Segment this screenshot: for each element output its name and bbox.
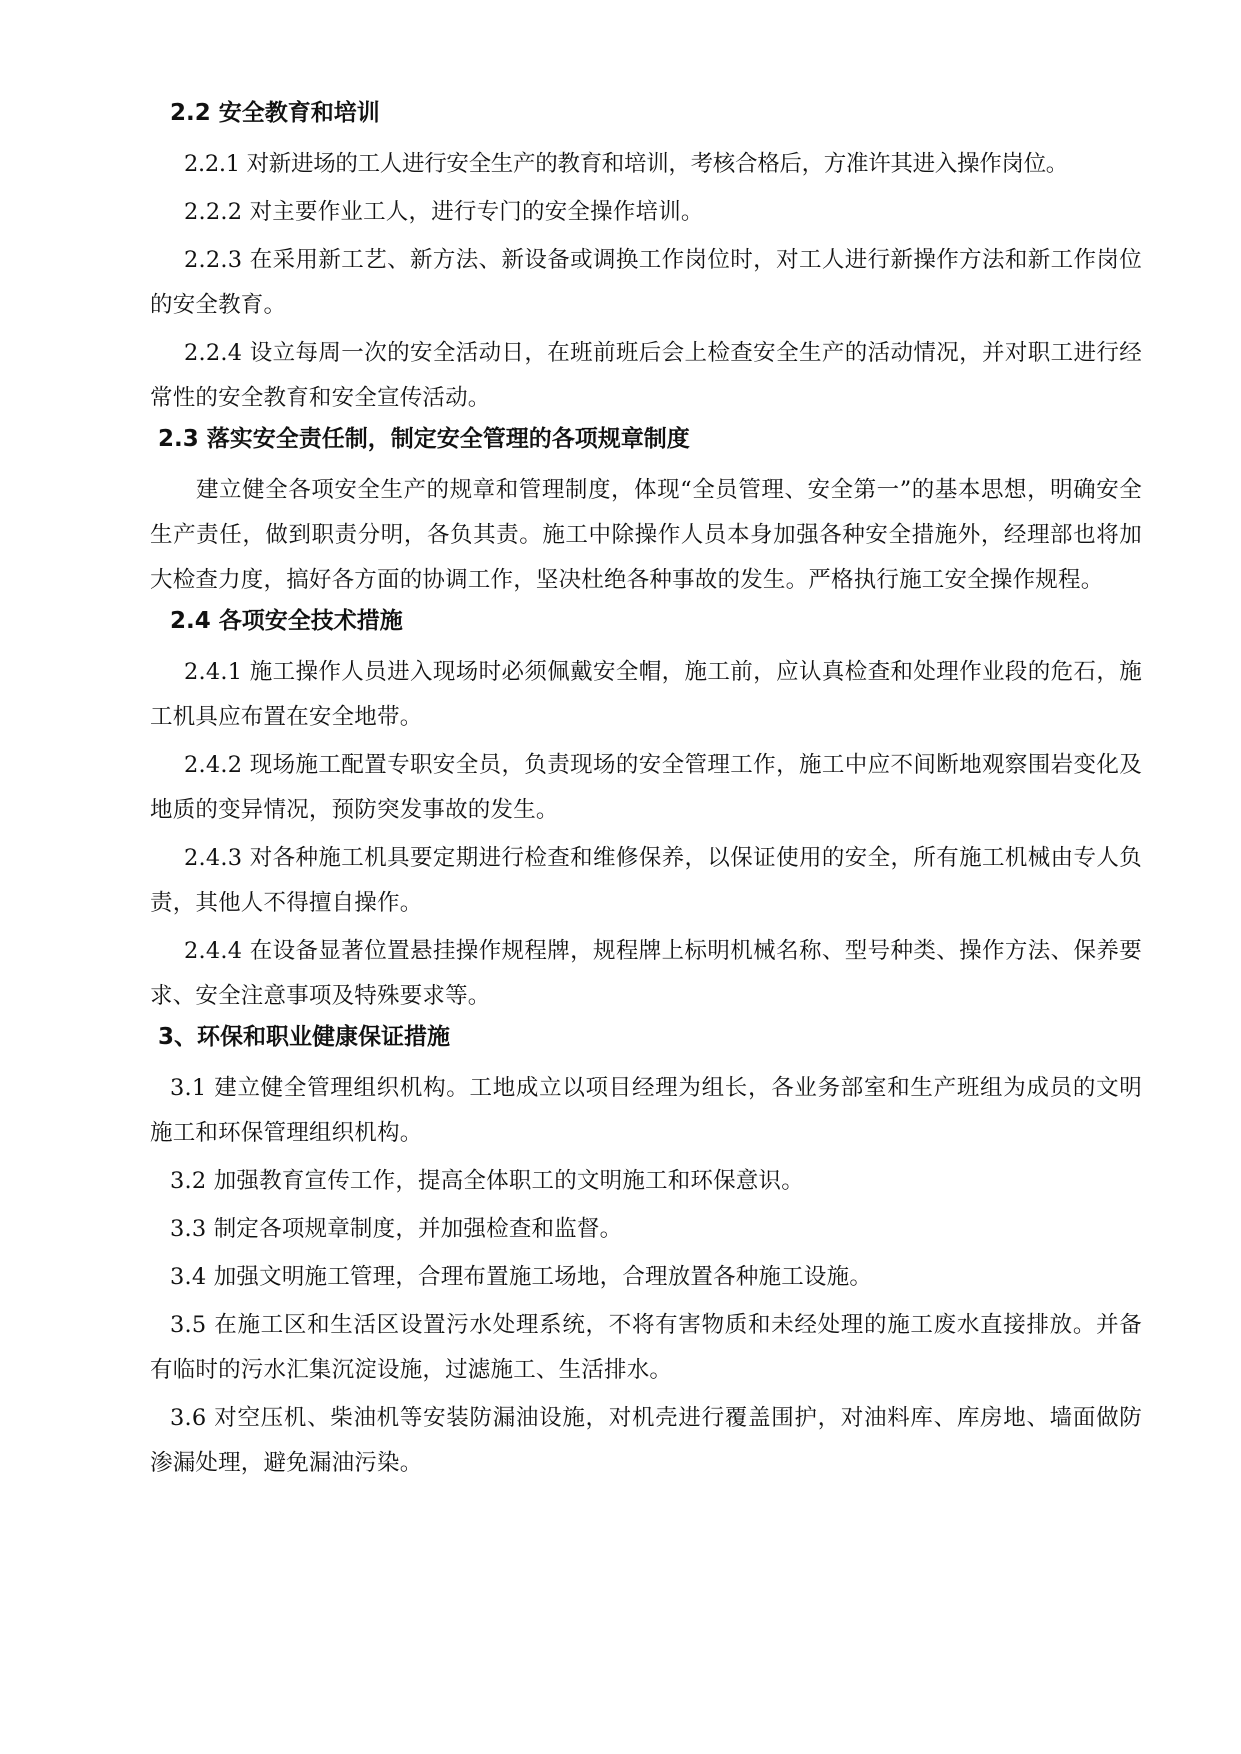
paragraph-2-2-3: 2.2.3 在采用新工艺、新方法、新设备或调换工作岗位时，对工人进行新操作方法和新工作岗位的安全教育。 (150, 247, 1142, 318)
paragraph-2-2-4: 2.2.4 设立每周一次的安全活动日，在班前班后会上检查安全生产的活动情况，并对职工进行经常性的安全教育和安全宣传活动。 (150, 340, 1142, 411)
paragraph-3-5: 3.5 在施工区和生活区设置污水处理系统，不将有害物质和未经处理的施工废水直接排放。并备有临时的污水汇集沉淀设施，过滤施工、生活排水。 (150, 1312, 1142, 1383)
paragraph-2-2-2: 2.2.2 对主要作业工人，进行专门的安全操作培训。 (184, 199, 704, 225)
heading-3: 3、环保和职业健康保证措施 (158, 1024, 451, 1050)
paragraph-2-4-4: 2.4.4 在设备显著位置悬挂操作规程牌，规程牌上标明机械名称、型号种类、操作方法、保养要求、安全注意事项及特殊要求等。 (150, 938, 1142, 1009)
heading-2-2: 2.2 安全教育和培训 (170, 100, 380, 126)
paragraph-3-1: 3.1 建立健全管理组织机构。工地成立以项目经理为组长，各业务部室和生产班组为成员的文明施工和环保管理组织机构。 (150, 1075, 1142, 1146)
paragraph-3-6: 3.6 对空压机、柴油机等安装防漏油设施，对机壳进行覆盖围护，对油料库、库房地、墙面做防渗漏处理，避免漏油污染。 (150, 1405, 1142, 1476)
document-body (150, 98, 1142, 1489)
paragraph-2-4-3: 2.4.3 对各种施工机具要定期进行检查和维修保养，以保证使用的安全，所有施工机械由专人负责，其他人不得擅自操作。 (150, 845, 1142, 916)
paragraph-2-3: 建立健全各项安全生产的规章和管理制度，体现“全员管理、安全第一”的基本思想，明确安全生产责任，做到职责分明，各负其责。施工中除操作人员本身加强各种安全措施外，经理部也将加大检查力度，搞好各方面的协调工作，坚决杜绝各种事故的发生。严格执行施工安全操作规程。 (150, 477, 1142, 593)
paragraph-3-4: 3.4 加强文明施工管理，合理布置施工场地，合理放置各种施工设施。 (170, 1264, 873, 1290)
heading-2-3: 2.3 落实安全责任制，制定安全管理的各项规章制度 (158, 426, 690, 452)
heading-2-4: 2.4 各项安全技术措施 (170, 608, 403, 634)
paragraph-3-2: 3.2 加强教育宣传工作，提高全体职工的文明施工和环保意识。 (170, 1168, 804, 1194)
paragraph-3-3: 3.3 制定各项规章制度，并加强检查和监督。 (170, 1216, 623, 1242)
paragraph-2-2-1: 2.2.1 对新进场的工人进行安全生产的教育和培训，考核合格后，方准许其进入操作岗位。 (184, 151, 1069, 177)
paragraph-2-4-2: 2.4.2 现场施工配置专职安全员，负责现场的安全管理工作，施工中应不间断地观察围岩变化及地质的变异情况，预防突发事故的发生。 (150, 752, 1142, 823)
paragraph-2-4-1: 2.4.1 施工操作人员进入现场时必须佩戴安全帽，施工前，应认真检查和处理作业段的危石，施工机具应布置在安全地带。 (150, 659, 1142, 730)
